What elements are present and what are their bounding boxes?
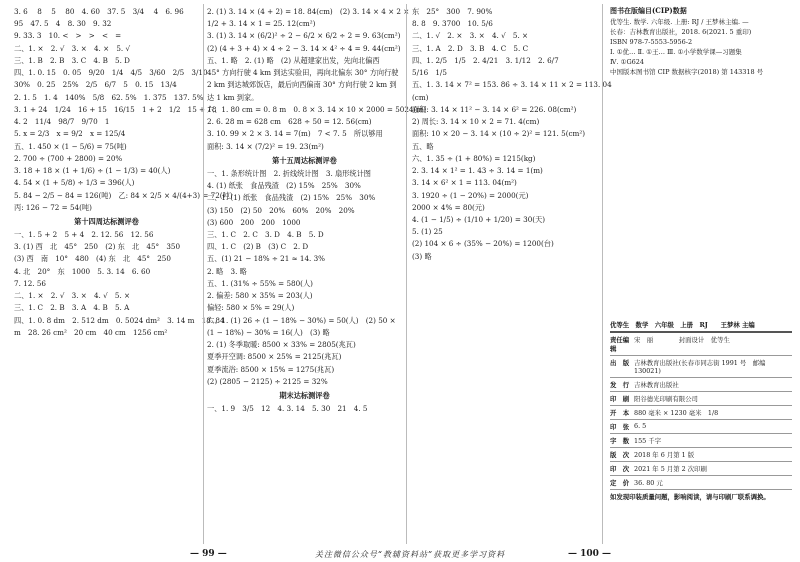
publication-value: 36. 80 元 — [634, 479, 663, 487]
answer-line: 2. (1) 冬季取暖: 8500 × 33% = 2805(兆瓦) — [207, 340, 356, 350]
answer-line: 三、1. C 2. C 3. D 4. B 5. D — [207, 229, 324, 239]
publication-row — [610, 392, 792, 406]
answer-line: 五、(1) 21 − 18% ÷ 21 ≈ 14. 3% — [207, 254, 326, 264]
publication-row — [610, 476, 792, 490]
section-heading: 期末达标测评卷 — [279, 391, 330, 401]
answer-line: (1 − 18%) − 30% = 16(人) (3) 略 — [207, 327, 330, 337]
answer-line: 一、1. 条形统计图 2. 折线统计图 3. 扇形统计图 — [207, 168, 371, 178]
cip-line: 长春：吉林教育出版社，2018. 6(2021. 5 重印) — [610, 27, 752, 36]
answer-line: 五、1. 略 2. (1) 略 (2) 从超建家出发，先向北偏西 — [207, 55, 380, 65]
publication-key: 出 版 — [610, 359, 630, 367]
answer-line: 5. x = 2/3 x = 9/2 x = 125/4 — [14, 129, 126, 139]
answer-line: 面积: 10 × 20 − 3. 14 × (10 ÷ 2)² = 121. 5(cm²) — [412, 129, 586, 139]
cip-lines — [610, 17, 790, 77]
answer-line: 3. 1 + 24 1/24 16 + 15 16/15 1 + 2 1/2 15 + 18 — [14, 104, 217, 114]
publication-value: 吉林教育出版社(长春市同志街 1991 号 邮编 130021) — [634, 359, 766, 375]
publication-value: 6. 5 — [634, 422, 647, 430]
answer-line: 六、1. 35 ÷ (1 + 80%) = 1215(kg) — [412, 153, 536, 163]
answer-line: 3. 6 8 5 80 4. 60 37. 5 3/4 4 6. 96 — [14, 7, 184, 16]
answer-line: 4. (1) 纸张 食品残渣 (2) 15% 25% 30% — [207, 181, 361, 191]
answer-line: 2. 3. 14 × 1² = 1. 43 ÷ 3. 14 = 1(m) — [412, 166, 543, 176]
publication-key: 发 行 — [610, 381, 630, 389]
answer-line: 3. 1920 ÷ (1 − 20%) = 2000(元) — [412, 190, 529, 200]
cip-title: 图书在版编目(CIP)数据 — [610, 6, 687, 15]
publication-row — [610, 356, 792, 378]
cip-block — [610, 6, 790, 77]
answer-line: 2 km 到达城郊饭店，最后向西偏南 30° 方向行驶 2 km 到 — [207, 80, 397, 90]
answer-line: 六、1. 80 cm = 0. 8 m 0. 8 × 3. 14 × 10 × 2000 = 5024(m) — [207, 104, 426, 114]
publication-row — [610, 434, 792, 448]
footer-watermark: 关注微信公众号“教辅资料站”获取更多学习资料 — [314, 550, 506, 559]
answer-line: 2) 周长: 3. 14 × 10 × 2 = 71. 4(cm) — [412, 117, 540, 127]
answer-line: 2. 偏差: 580 × 35% = 203(人) — [207, 291, 313, 301]
publication-row — [610, 406, 792, 420]
cip-line: Ⅳ. ①G624 — [610, 58, 645, 67]
page-number-left: — 99 — — [190, 549, 227, 559]
publication-rows — [610, 333, 792, 490]
answer-line: 7. 12. 56 — [14, 278, 47, 288]
answer-line: 三、1. C 2. B 3. A 4. B 5. A — [14, 303, 130, 313]
answer-line: 五、略 — [412, 141, 434, 151]
answer-line: 4. 北 20° 东 1000 5. 3. 14 6. 60 — [14, 266, 151, 276]
answer-line: 4. 2 11/4 98/7 9/70 1 — [14, 117, 110, 127]
answer-line: 四、1. 0. 15 0. 05 9/20 1/4 4/5 3/60 2/5 3/10 — [14, 68, 208, 78]
answer-line: 四、1. 2/5 1/5 2. 4/21 3. 1/12 2. 6/7 — [412, 55, 559, 65]
publication-row — [610, 333, 792, 356]
cip-line: ISBN 978-7-5553-5956-2 — [610, 37, 693, 46]
answer-line: 夏季开空调: 8500 × 25% = 2125(兆瓦) — [207, 352, 342, 362]
answer-line: 3. 10. 99 × 2 × 3. 14 = 7(m) 7 < 7. 5 所以够用 — [207, 129, 383, 139]
answer-line: 30% 0. 25 25% 2/5 6/7 5 0. 15 13/4 — [14, 80, 177, 90]
publication-row — [610, 448, 792, 462]
answer-line: 2. 略 3. 略 — [207, 266, 247, 276]
publication-value: 吉林教育出版社 — [634, 381, 679, 389]
answer-line: 5/16 1/5 — [412, 68, 447, 78]
publication-key: 印 张 — [610, 423, 630, 431]
publication-value: 155 千字 — [634, 437, 662, 445]
publication-key: 责任编辑 — [610, 336, 630, 353]
publication-value: 宋 丽 封面设计 优等生 — [634, 336, 730, 344]
answer-line: m 28. 26 cm² 20 cm 40 cm 1256 cm² — [14, 327, 168, 337]
answer-line: 夏季流浴: 8500 × 15% = 1275(兆瓦) — [207, 364, 335, 374]
answer-line: 五、1. 450 × (1 − 5/6) = 75(吨) — [14, 141, 127, 151]
publication-key: 版 次 — [610, 451, 630, 459]
publication-row — [610, 462, 792, 476]
answer-line: (3) 略 — [412, 251, 432, 261]
answer-line: 面积: 3. 14 × (7/2)² = 19. 23(m²) — [207, 141, 324, 151]
divider-1 — [203, 4, 204, 544]
cip-line: 中国版本图书馆 CIP 数据核字(2018) 第 143318 号 — [610, 68, 764, 77]
publication-key: 字 数 — [610, 437, 630, 445]
answer-line: 2. 700 ÷ (700 + 2800) = 20% — [14, 153, 123, 163]
publication-key: 印 次 — [610, 465, 630, 473]
answer-line: 二、1. × 2. √ 3. × 4. × 5. √ — [14, 43, 131, 53]
publication-value: 2021 年 5 月第 2 次印刷 — [634, 465, 707, 473]
answer-line: (3) 西 南 10° 480 (4) 东 北 45° 250 — [14, 254, 171, 264]
publication-value: 阳谷德光印刷有限公司 — [634, 395, 698, 403]
publication-value: 880 毫米 × 1230 毫米 1/8 — [634, 409, 719, 417]
answer-line: (cm) — [412, 92, 429, 102]
answer-line: 达 1 km 到家。 — [207, 92, 259, 102]
answer-line: 四、1. 0. 8 dm 2. 512 dm 0. 5024 dm² 3. 14 m 18. 84 — [14, 315, 225, 325]
answer-line: (2) 104 × 6 ÷ (35% − 20%) = 1200(台) — [412, 239, 554, 249]
answer-line: (3) 150 (2) 50 20% 60% 20% 20% — [207, 205, 355, 215]
answer-line: 丙: 126 − 72 = 54(吨) — [14, 202, 92, 212]
answer-line: 三、1. B 2. B 3. C 4. B 5. D — [14, 55, 130, 65]
answer-line: 东 25° 300 7. 90% — [412, 7, 493, 16]
answer-line: (2) (4 + 3 + 4) × 4 ÷ 2 − 3. 14 × 4² ÷ 4 = 9. 44(cm²) — [207, 43, 401, 53]
answer-line: 5. 84 − 2/5 − 84 = 126(吨) 乙: 84 × 2/5 × 4/(4+3) = 72(吨) — [14, 190, 233, 200]
answer-line: 2. 6. 28 m = 628 cm 628 ÷ 50 = 12. 56(cm) — [207, 117, 372, 127]
answer-line: 一、1. 9 3/5 12 4. 3. 14 5. 30 21 4. 5 — [207, 404, 368, 414]
answer-line: 8. 8 9. 3700 10. 5/6 — [412, 19, 493, 29]
answer-line: 六、1. (1) 26 ÷ (1 − 18% − 30%) = 50(人) (2) 50 × — [207, 315, 396, 325]
answer-line: 2. 1. 5 1. 4 140% 5/8 62. 5% 1. 375 137. 5% — [14, 92, 204, 102]
answer-line: 3. (1) 3. 14 × (6/2)² ÷ 2 − 6/2 × 6/2 ÷ 2 = 9. 63(cm²) — [207, 31, 401, 41]
cip-line: Ⅰ. ①优… Ⅱ. ①王… Ⅲ. ①小学数学课—习题集 — [610, 48, 742, 57]
answer-column-3 — [412, 6, 612, 263]
answer-line: 5. (1) 25 — [412, 227, 443, 237]
publication-notice: 如发现印装质量问题，影响阅读，请与印刷厂联系调换。 — [610, 493, 770, 501]
page-number-right: — 100 — — [568, 549, 612, 559]
section-heading: 第十四周达标测评卷 — [74, 216, 139, 226]
answer-line: 四、1. C (2) B (3) C 2. D — [207, 242, 309, 252]
publication-row — [610, 420, 792, 434]
answer-line: 2000 × 4% = 80(元) — [412, 202, 485, 212]
cip-line: 优等生. 数学. 六年级. 上册: RJ / 王梦林主编. — — [610, 17, 749, 26]
answer-line: 2. (1) 3. 14 × (4 + 2) = 18. 84(cm) (2) 3. 14 × 4 × 2 × — [207, 7, 410, 16]
publication-key: 开 本 — [610, 409, 630, 417]
publication-value: 2018 年 6 月第 1 版 — [634, 451, 695, 459]
answer-line: 9. 33. 3 10. < > > < = — [14, 31, 122, 41]
answer-line: 3. (1) 西 北 45° 250 (2) 东 北 45° 350 — [14, 242, 181, 252]
answer-line: 4. (1 − 1/5) ÷ (1/10 + 1/20) = 30(天) — [412, 214, 546, 224]
publication-row — [610, 378, 792, 392]
answer-line: 45° 方向行驶 4 km 到达实验田，再向北偏东 30° 方向行驶 — [207, 68, 399, 78]
answer-line: 面积: 3. 14 × 11² − 3. 14 × 6² = 226. 08(cm²) — [412, 104, 577, 114]
answer-line: (3) 600 200 200 1000 — [207, 217, 301, 227]
answer-line: 4. 54 × (1 + 5/8) ÷ 1/3 = 396(人) — [14, 178, 135, 188]
divider-3 — [602, 4, 603, 544]
answer-line: 95 47. 5 4 8. 30 9. 32 — [14, 19, 112, 29]
answer-line: 二、1. × 2. √ 3. × 4. √ 5. × — [14, 291, 131, 301]
publication-key: 印 刷 — [610, 395, 630, 403]
section-heading: 第十五周达标测评卷 — [272, 155, 337, 165]
answer-line: 1/2 + 3. 14 × 1 = 25. 12(cm²) — [207, 19, 316, 29]
answer-line: 三、1. A 2. D 3. B 4. C 5. C — [412, 43, 529, 53]
publication-key: 定 价 — [610, 479, 630, 487]
publication-table — [610, 318, 792, 503]
answer-line: 五、1. 3. 14 × 7² = 153. 86 ÷ 3. 14 × 11 × 2 = 113. 04 — [412, 80, 612, 90]
answer-line: 3. 14 × 6² × 1 = 113. 04(m²) — [412, 178, 517, 188]
answer-line: 一、1. 5 + 2 5 + 4 2. 12. 56 12. 56 — [14, 229, 154, 239]
answer-line: 二、1. √ 2. × 3. × 4. √ 5. × — [412, 31, 529, 41]
answer-line: 二、1. (1) 纸张 食品残渣 (2) 15% 25% 30% — [207, 193, 376, 203]
answer-line: (2) (2805 − 2125) ÷ 2125 = 32% — [207, 376, 328, 386]
divider-2 — [406, 4, 407, 544]
answer-line: 偏轻: 580 × 5% = 29(人) — [207, 303, 295, 313]
publication-header: 优等生 数学 六年级 上册 RJ 王梦林 主编 — [610, 318, 792, 333]
answer-line: 3. 18 + 18 × (1 + 1/6) ÷ (1 − 1/3) = 40(人) — [14, 166, 171, 176]
answer-line: 五、1. (31% ÷ 55% = 580(人) — [207, 278, 313, 288]
